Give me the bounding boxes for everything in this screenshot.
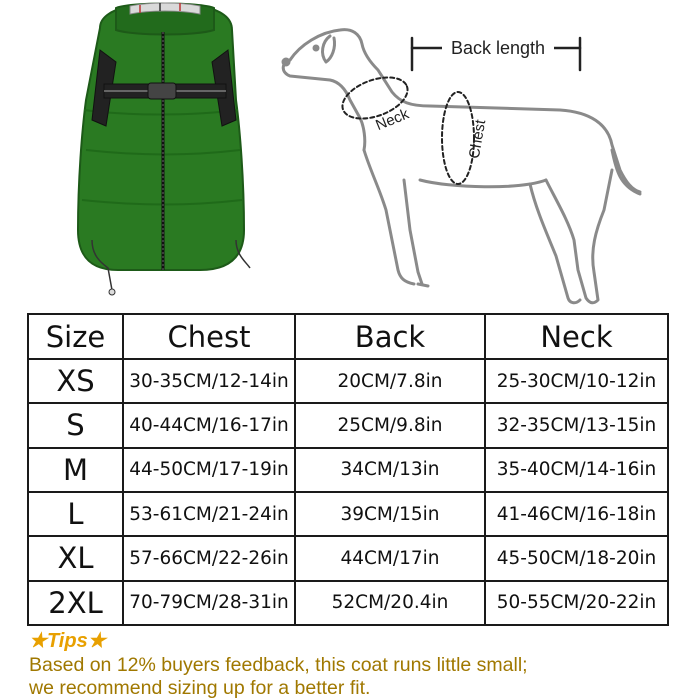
dog-coat-image (78, 3, 250, 295)
size-chart-table (27, 313, 669, 626)
chest-cell: 70-79CM/28-31in (123, 581, 295, 625)
size-cell: XS (28, 359, 123, 403)
tips-heading (29, 628, 106, 653)
chest-cell: 57-66CM/22-26in (123, 536, 295, 580)
header-neck: Neck (485, 314, 668, 359)
table-row (28, 536, 668, 580)
neck-cell: 32-35CM/13-15in (485, 403, 668, 447)
back-length-label: Back length (450, 38, 546, 58)
header-back: Back (295, 314, 485, 359)
neck-cell: 45-50CM/18-20in (485, 536, 668, 580)
chest-cell: 30-35CM/12-14in (123, 359, 295, 403)
back-cell: 52CM/20.4in (295, 581, 485, 625)
back-cell: 34CM/13in (295, 448, 485, 492)
back-cell: 20CM/7.8in (295, 359, 485, 403)
neck-cell: 41-46CM/16-18in (485, 492, 668, 536)
table-row (28, 448, 668, 492)
star-icon: ★ (87, 630, 106, 652)
size-cell: 2XL (28, 581, 123, 625)
star-icon: ★ (29, 630, 47, 652)
table-row (28, 403, 668, 447)
neck-label: Neck (373, 105, 412, 135)
table-row (28, 492, 668, 536)
tips-text-line-1: Based on 12% buyers feedback, this coat runs little small; (29, 654, 528, 676)
tips-text-line-2: we recommend sizing up for a better fit. (29, 677, 371, 699)
chest-cell: 44-50CM/17-19in (123, 448, 295, 492)
neck-cell: 25-30CM/10-12in (485, 359, 668, 403)
size-cell: L (28, 492, 123, 536)
header-size: Size (28, 314, 123, 359)
back-cell: 44CM/17in (295, 536, 485, 580)
size-cell: M (28, 448, 123, 492)
tips-title: Tips (46, 630, 88, 652)
chest-label: Chest (465, 118, 490, 160)
header-chest: Chest (123, 314, 295, 359)
illustration-area (0, 0, 700, 310)
chest-cell: 40-44CM/16-17in (123, 403, 295, 447)
neck-cell: 35-40CM/14-16in (485, 448, 668, 492)
dog-measurement-diagram (283, 30, 640, 303)
table-row (28, 359, 668, 403)
back-cell: 25CM/9.8in (295, 403, 485, 447)
table-header-row (28, 314, 668, 359)
neck-cell: 50-55CM/20-22in (485, 581, 668, 625)
size-cell: XL (28, 536, 123, 580)
size-cell: S (28, 403, 123, 447)
chest-cell: 53-61CM/21-24in (123, 492, 295, 536)
back-cell: 39CM/15in (295, 492, 485, 536)
table-row (28, 581, 668, 625)
